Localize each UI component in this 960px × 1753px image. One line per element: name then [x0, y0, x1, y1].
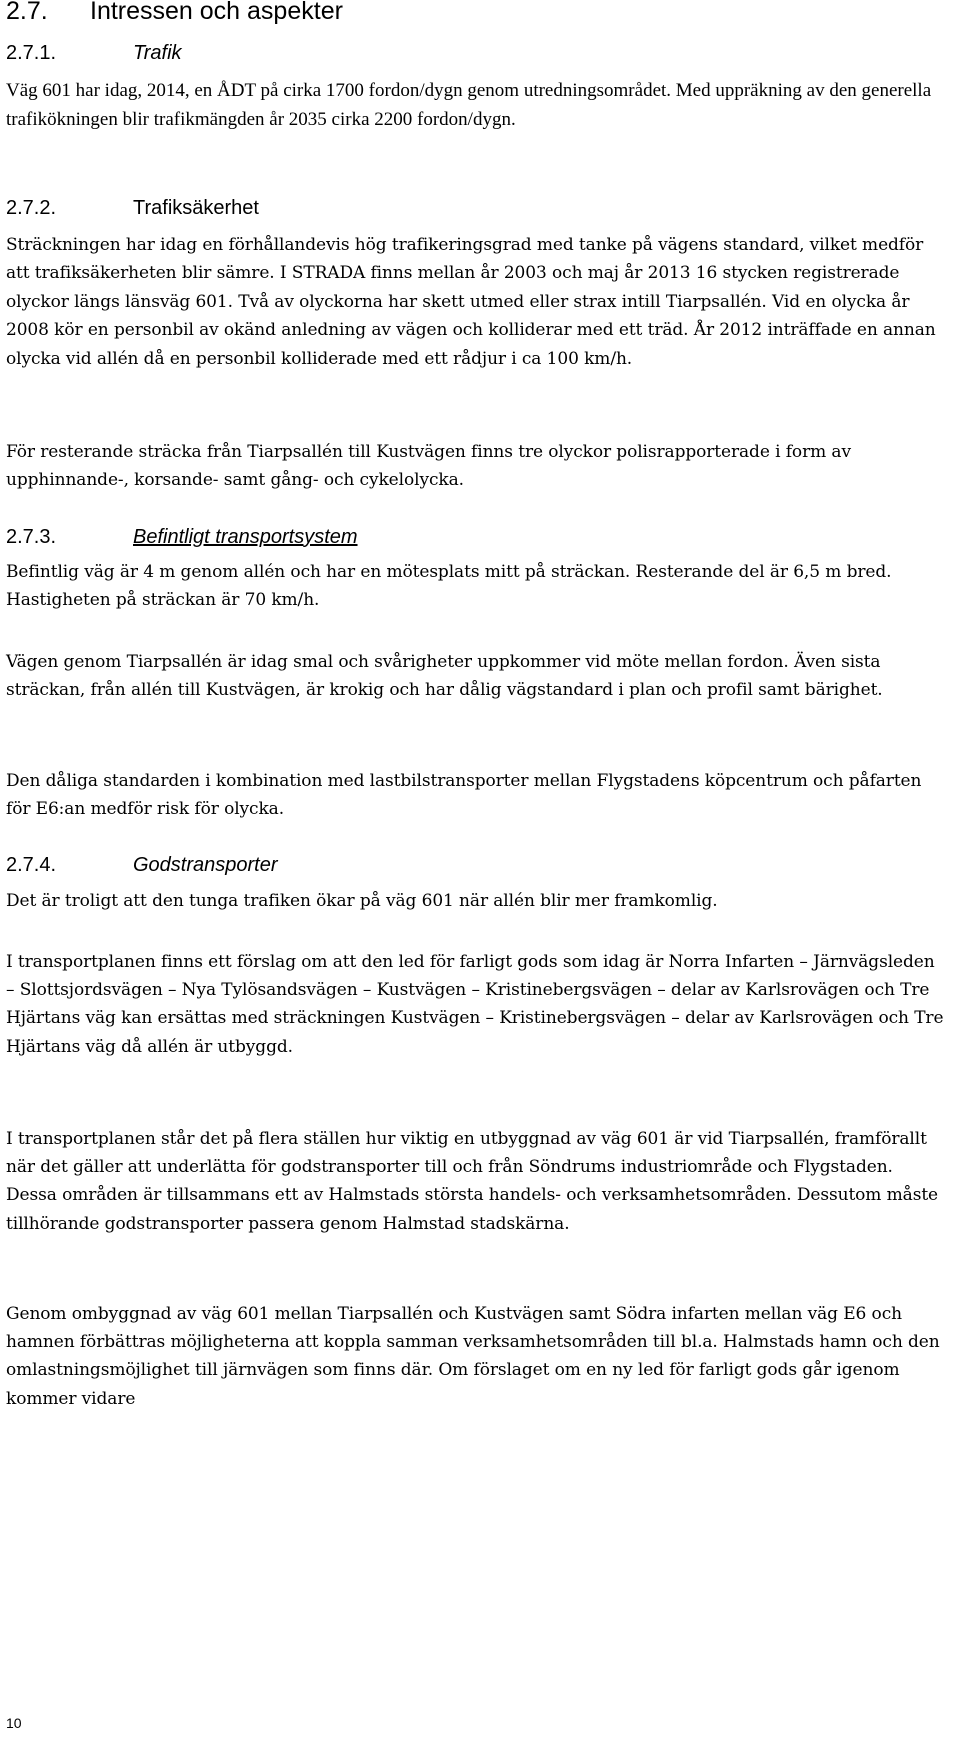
- paragraph: I transportplanen står det på flera ställen hur viktig en utbyggnad av väg 601 är vid Tiarpsallén, framförallt när det gäller att underlätta för godstransporter till och från Söndrums industriområde och Flygstaden. Dessa områden är tillsammans ett av Halmstads största handels- och verksamhetsområden. Dessutom måste tillhörande godstransporter passera genom Halmstad stadskärna.: [6, 1129, 939, 1234]
- paragraph: Väg 601 har idag, 2014, en ÅDT på cirka 1700 fordon/dygn genom utredningsområdet. Med uppräkning av den generella trafikökningen blir trafikmängden år 2035 cirka 2200 fordon/dygn.: [6, 80, 932, 130]
- section-number: 2.7.: [6, 0, 48, 25]
- subsection-title: Befintligt transportsystem: [133, 526, 358, 548]
- paragraph: Vägen genom Tiarpsallén är idag smal och svårigheter uppkommer vid möte mellan fordon. Även sista sträckan, från allén till Kustvägen, är krokig och har dålig vägstandard i plan och profil samt bärighet.: [6, 652, 883, 701]
- subsection-number: 2.7.2.: [6, 197, 57, 219]
- paragraph: Det är troligt att den tunga trafiken ökar på väg 601 när allén blir mer framkomlig.: [6, 891, 718, 911]
- paragraph: I transportplanen finns ett förslag om att den led för farligt gods som idag är Norra Infarten – Järnvägsleden – Slottsjordsvägen – Nya Tylösandsvägen – Kustvägen – Kristinebergsvägen – delar av Karlsrovägen och Tre Hjärtans väg kan ersättas med sträckningen Kustvägen – Kristinebergsvägen – delar av Karlsrovägen och Tre Hjärtans väg då allén är utbyggd.: [6, 952, 944, 1057]
- subsection-number: 2.7.4.: [6, 854, 57, 876]
- subsection-heading-godstransporter: [6, 852, 278, 878]
- subsection-number: 2.7.3.: [6, 526, 57, 548]
- paragraph: För resterande sträcka från Tiarpsallén till Kustvägen finns tre olyckor polisrapporterade i form av upphinnande-, korsande- samt gång- och cykelolycka.: [6, 442, 851, 491]
- subsection-number: 2.7.1.: [6, 42, 57, 64]
- paragraph: Sträckningen har idag en förhållandevis hög trafikeringsgrad med tanke på vägens standard, vilket medför att trafiksäkerheten blir sämre. I STRADA finns mellan år 2003 och maj år 2013 16 stycken registrerade olyckor längs länsväg 601. Två av olyckorna har skett utmed eller strax intill Tiarpsallén. Vid en olycka år 2008 kör en personbil av okänd anledning av vägen och kolliderar med ett träd. År 2012 inträffade en annan olycka vid allén då en personbil kolliderade med ett rådjur i ca 100 km/h.: [6, 235, 936, 369]
- paragraph: Den dåliga standarden i kombination med lastbilstransporter mellan Flygstadens köpcentrum och påfarten för E6:an medför risk för olycka.: [6, 771, 922, 820]
- section-heading: [6, 0, 343, 28]
- paragraph: Genom ombyggnad av väg 601 mellan Tiarpsallén och Kustvägen samt Södra infarten mellan väg E6 och hamnen förbättras möjligheterna att koppla samman verksamhetsområden till bl.a. Halmstads hamn och den omlastningsmöjlighet till järnvägen som finns där. Om förslaget om en ny led för farligt gods går igenom kommer vidare: [6, 1304, 940, 1409]
- paragraph: Befintlig väg är 4 m genom allén och har en mötesplats mitt på sträckan. Resterande del är 6,5 m bred. Hastigheten på sträckan är 70 km/h.: [6, 562, 892, 611]
- subsection-title: Trafiksäkerhet: [133, 197, 259, 219]
- subsection-title: Godstransporter: [133, 854, 278, 876]
- subsection-heading-transportsystem: [6, 524, 358, 550]
- subsection-title: Trafik: [133, 42, 182, 64]
- section-title: Intressen och aspekter: [90, 0, 343, 25]
- page-number: 10: [6, 1715, 22, 1731]
- subsection-heading-trafik: [6, 40, 182, 66]
- subsection-heading-trafiksakerhet: [6, 195, 259, 221]
